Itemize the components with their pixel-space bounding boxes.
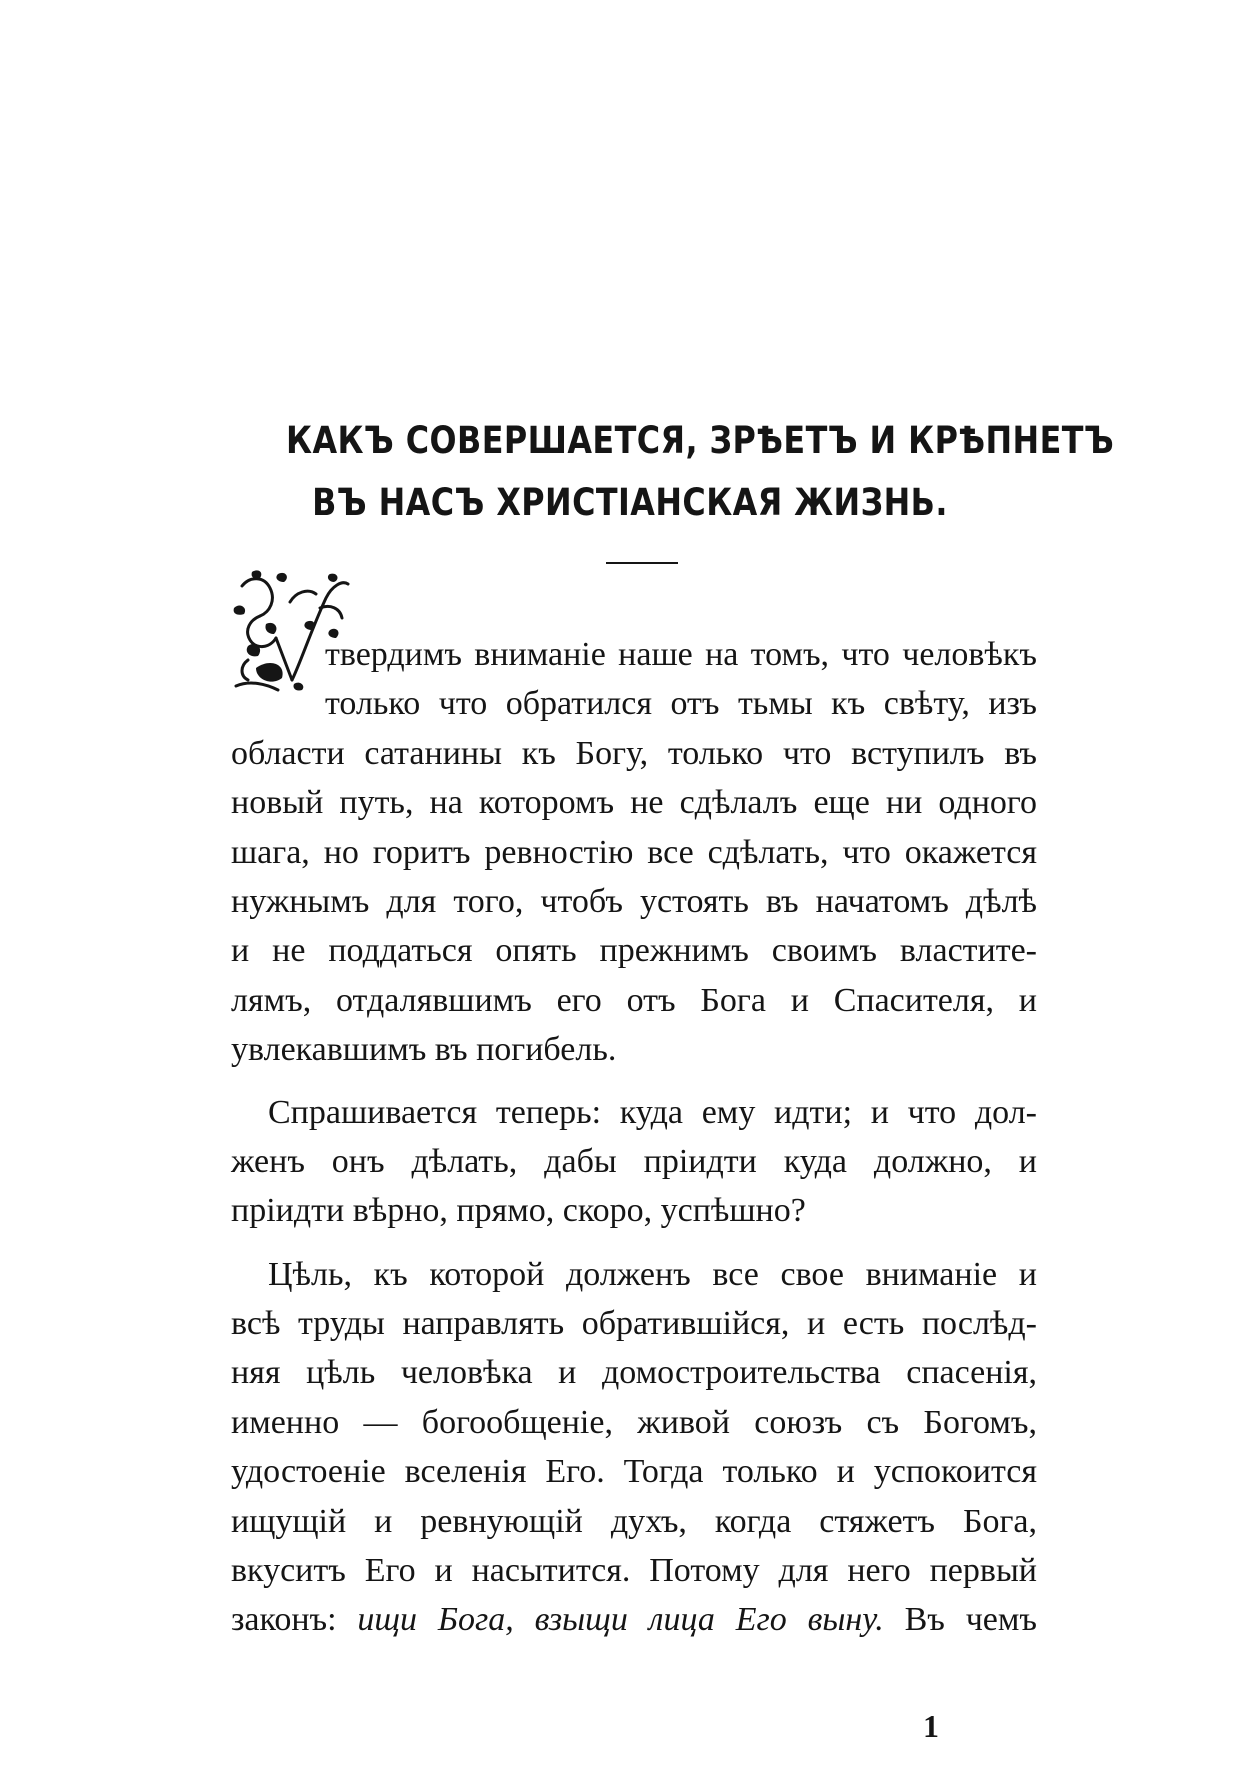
text-line: Цѣль, къ которой долженъ все свое вниманіе и [268,1255,1037,1293]
page-number: 1 [923,1708,939,1744]
text-line: шага, но горитъ ревностію все сдѣлать, что окажется [231,833,1037,871]
text-line: твердимъ вниманіе наше на томъ, что человѣкъ [325,636,1037,673]
text-line: няя цѣль человѣка и домостроительства спасенія, [231,1354,1037,1392]
text-line: лямъ, отдалявшимъ его отъ Бога и Спасителя, и [231,981,1037,1019]
text-line: Спрашивается теперь: куда ему идти; и что дол- [268,1093,1037,1131]
chapter-title-line-2: ВЪ НАСЪ ХРИСТІАНСКАЯ ЖИЗНЬ. [312,481,948,524]
text-line: именно — богообщеніе, живой союзъ съ Богомъ, [231,1403,1037,1441]
text-line-start: законъ: [231,1601,358,1639]
text-line: новый путь, на которомъ не сдѣлалъ еще ни одного [231,784,1037,822]
chapter-title-line-1: КАКЪ СОВЕРШАЕТСЯ, ЗРѢЕТЪ И КРѢПНЕТЪ [286,419,1115,462]
text-line: пріидти вѣрно, прямо, скоро, успѣшно? [231,1192,806,1230]
body-text [231,630,1037,1645]
text-line: вкуситъ Его и насытится. Потому для него первый [231,1552,1037,1590]
text-line-end: Въ чемъ [883,1601,1037,1639]
text-line: ищущій и ревнующій духъ, когда стяжетъ Бога, [231,1502,1037,1540]
text-line: женъ онъ дѣлать, дабы пріидти куда должно, и [231,1142,1037,1180]
text-line: и не поддаться опять прежнимъ своимъ властите- [231,932,1037,970]
text-line: увлекавшимъ въ погибель. [231,1031,617,1069]
text-line: только что обратился отъ тьмы къ свѣту, изъ [325,685,1037,723]
chapter-title [286,410,1115,534]
emphasized-quote: ищи Бога, взыщи лица Его выну. [357,1601,884,1639]
text-line [231,1595,1037,1644]
text-line: нужнымъ для того, чтобъ устоять въ начатомъ дѣлѣ [231,882,1037,920]
text-line: всѣ труды направлять обратившійся, и есть послѣд- [231,1305,1037,1343]
text-line: удостоеніе вселенія Его. Тогда только и успокоится [231,1453,1037,1491]
text-line: области сатанины къ Богу, только что вступилъ въ [231,734,1037,772]
title-divider [606,562,678,564]
